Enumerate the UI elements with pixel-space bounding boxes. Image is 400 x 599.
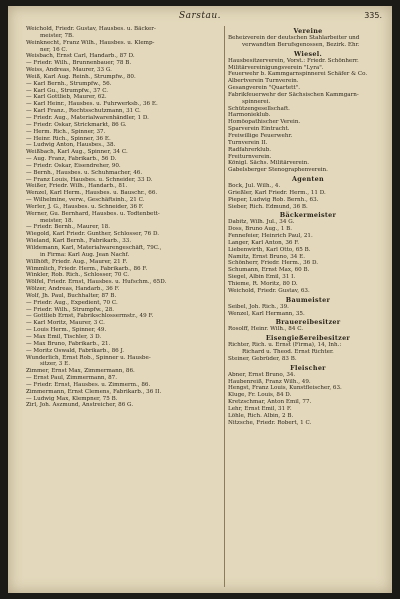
trade-entry: Hengst, Franz Louis, Kunstfleischer, 63. <box>228 385 342 392</box>
trade-entry: Doss, Bruno Aug., 1 B. <box>228 226 293 233</box>
trade-entry: Kretzschmar, Anton Emil, 77. <box>228 399 312 406</box>
trade-entry: Freiwillige Feuerwehr. <box>228 132 293 139</box>
trade-entry: Seibel, Joh. Rich., 39. <box>228 303 289 310</box>
trade-entry: Harmonieklub. <box>228 112 271 119</box>
resident-entry: Weißer, Friedr. Wilh., Handarb., 81. <box>26 183 128 190</box>
resident-entry: Werler, J. G., Hausbes. u. Schneider, 36 F. <box>26 203 144 210</box>
trade-entry: Schumann, Ernst Max, 60 B. <box>228 267 310 274</box>
resident-entry: — Karl Franz., Rechtsschutzmann, 31 C. <box>26 108 141 115</box>
section-heading: Bäckermeister <box>279 211 337 220</box>
section-heading: Eisengießereibesitzer <box>265 334 351 343</box>
resident-entry: — Karl Moritz, Maurer, 3 C. <box>26 320 105 327</box>
resident-entry: Weinknecht, Franz Wilh., Hausbes. u. Klemp- <box>26 39 155 46</box>
trade-entry: Gabelsberger Stenographenverein. <box>228 167 328 174</box>
resident-entry: — Friedr. Wilh., Brunnenbauer, 78 B. <box>26 60 132 67</box>
resident-entry: Wolf, Jh. Paul, Buchhalter, 87 B. <box>26 292 117 299</box>
resident-entry: Winkler, Rob. Rich., Schlosser, 70 C. <box>26 272 130 279</box>
trade-entry: Richter, Rich. u. Ernst (Firma), 14, Inh.: <box>228 342 342 349</box>
trade-entry: Königl. Sächs. Militärverein. <box>228 160 310 167</box>
resident-entry: ner, 16 C. <box>40 46 68 53</box>
trade-entry: Radfahrerklub. <box>228 146 272 153</box>
resident-entry: — Max Bruno, Fabrikarb., 21. <box>26 340 111 347</box>
resident-entry: Wieland, Karl Bernh., Fabrikarb., 33. <box>26 238 132 245</box>
section-heading: Fleischer <box>290 363 326 372</box>
trade-entry: Militärvereinigungsverein "Lyra". <box>228 64 324 71</box>
trade-entry: Haubenreiß, Franz Wilh., 49. <box>228 378 311 385</box>
resident-entry: — Louis Herm., Spinner, 49. <box>26 327 107 334</box>
trade-entry: Sparverein Eintracht. <box>228 126 290 133</box>
trade-entry: Turnverein II. <box>228 139 268 146</box>
trade-entry: Gesangverein "Quartett". <box>228 85 300 92</box>
trade-entry: Pieper, Ludwig Rob. Bernh., 63. <box>228 196 319 203</box>
trade-entry: Homöopathischer Verein. <box>228 119 301 126</box>
resident-entry: — Friedr. Wilh., Strumpfw., 28. <box>26 306 115 313</box>
section-heading: Wiesel. <box>294 49 322 58</box>
trade-entry: Freiturnverein. <box>228 153 272 160</box>
resident-entry: — Moritz Oswald, Fabrikarb., 86 J. <box>26 347 125 354</box>
section-heading: Vereine <box>293 27 323 35</box>
section-heading: Agenten <box>292 175 324 184</box>
trade-entry: spinnerei. <box>242 98 271 105</box>
page-number: 335. <box>364 11 382 20</box>
resident-entry: — Herm. Rich., Spinner, 37. <box>26 128 106 135</box>
trade-entry: Schützengesellschaft. <box>228 105 290 112</box>
resident-entry: Weichold, Friedr. Gustav, Hausbes. u. Bäcker- <box>26 26 156 32</box>
trade-entry: verwandten Berufsgenossen, Bezirk. Ehr. <box>242 41 360 48</box>
trade-entry: Thieme, R. Moritz, 80 D. <box>228 281 298 287</box>
trade-entry: Nitzsche, Friedr. Robert, 1 C. <box>228 419 312 426</box>
trade-entry: Feuerwehr b. Kammgarnspinnerei Schäfer & Co. <box>228 71 368 78</box>
trade-entry: Wenzel, Karl Hermann, 35. <box>228 310 305 317</box>
resident-entry: Wenzel, Karl Herm., Hausbes. u. Bauschr., 66. <box>26 190 158 197</box>
resident-entry: — Aug. Franz, Fabrikarb., 56 D. <box>26 156 117 163</box>
resident-entry: — Ernst Paul, Zimmermann, 87. <box>26 375 117 382</box>
trade-entry: Abner, Ernst Bruno, 34. <box>228 371 296 378</box>
page-header <box>8 9 392 23</box>
resident-entry: Werner, Gu. Bernhard, Hausbes. u. Todtenbett- <box>26 210 160 217</box>
resident-entry: Wölfel, Friedr. Ernst, Hausbes. u. Hufschm., 65D. <box>26 279 167 286</box>
resident-entry: — Gottlieb Ernst, Fabrikschlossermstr., 49 F. <box>26 313 154 320</box>
resident-entry: Weisbach, Ernst Carl, Handarb., 87 D. <box>26 53 135 60</box>
resident-entry: — Friedr. Oskar, Eisendreher, 90. <box>26 162 121 169</box>
resident-entry: Wiegold, Karl Friedr. Gunther, Schlosser, 76 D. <box>26 231 160 238</box>
column-divider <box>224 26 225 587</box>
trade-entry: Langer, Karl Anton, 36 F. <box>228 239 300 246</box>
resident-entry: — Friedr. Aug., Materialwarenhändler, 1 D. <box>26 114 149 121</box>
resident-entry: — Karl Gottlieb, Maurer, 62. <box>26 94 107 101</box>
resident-entry: Zirl, Joh. Aszmund, Anstreicher, 86 G. <box>26 402 134 409</box>
resident-entry: — Karl Gu., Strumpfw., 37 C. <box>26 87 109 94</box>
trade-entry: Grießler, Karl Friedr. Herm., 11 D. <box>228 189 326 196</box>
resident-entry: meister, 18. <box>40 217 74 224</box>
resident-entry: — Bernh., Hausbes. u. Schuhmacher, 46. <box>26 169 143 176</box>
trade-entry: Fennefeier, Heinrich Paul, 21. <box>228 233 313 240</box>
resident-entry: — Franz Louis, Hausbes. u. Schneider, 33 D. <box>26 176 153 183</box>
resident-entry: Zimmer, Ernst Max, Zimmermann, 86. <box>26 368 135 375</box>
trade-entry: Hausbesitzerverein, Vorst.: Friedr. Schönherr. <box>228 57 359 64</box>
resident-entry: Wunderlich, Ernst Rob., Spinner u. Hausbe- <box>26 354 151 361</box>
resident-entry: — Ludwig Max, Klempner, 75 B. <box>26 395 118 402</box>
resident-entry: sitzer, 3 E. <box>40 361 70 368</box>
resident-entry: — Friedr. Ernst, Hausbes. u. Zimmerm., 86. <box>26 381 151 388</box>
resident-entry: Wimmlich, Friedr. Herm., Fabrikarb., 86 F. <box>26 265 148 272</box>
resident-entry: — Max Emil, Tischler, 3 D. <box>26 333 102 340</box>
resident-entry: in Firma: Karl Aug. Jean Nachf. <box>40 251 130 258</box>
resident-entry: Zimmermann, Ernst Clemens, Fabrikarb., 36 II. <box>26 388 162 395</box>
trade-entry: Weichold, Friedr. Gustav, 63. <box>228 287 310 294</box>
directory-page <box>8 6 392 593</box>
resident-entry: Weißbach, Karl Aug., Spinner, 34 C. <box>26 149 128 156</box>
resident-entry: Wildemann, Karl, Materialwarengeschäft, 79C., <box>26 245 162 251</box>
resident-entry: Weiß, Karl Aug. Reinh., Strumpfw., 80. <box>26 73 136 80</box>
trade-entry: Schönherr, Friedr. Herm., 36 D. <box>228 260 319 267</box>
resident-entry: — Friedr. Oskar, Strickmarkt, 86 G. <box>26 121 127 128</box>
trade-entry: Dabitz, Wilh. Jul., 34 G. <box>228 219 295 226</box>
trade-entry: Bock, Jul. Wilh., 4. <box>228 183 281 190</box>
trade-entry: Rosolff, Heinr. Wilh., 84 C. <box>228 326 304 333</box>
resident-entry: Weiss, Andreas, Maurer, 33 G. <box>26 67 112 74</box>
trade-entry: Beheizverein der deutschen Stahlarbeiter und <box>228 35 360 41</box>
resident-list-column <box>26 26 222 589</box>
trade-entry: Steiner, Gebrüder, 83 B. <box>228 355 297 362</box>
section-heading: Brauereibesitzer <box>275 318 341 327</box>
trade-entry: Sieber, Rich. Edmund, 36 B. <box>228 203 308 210</box>
resident-entry: — Karl Bernh., Strumpfw., 56. <box>26 80 112 87</box>
resident-entry: meister, 7B. <box>40 32 74 39</box>
resident-entry: — Friedr. Aug., Expedient, 70 C. <box>26 299 118 306</box>
page-title: Sarstau. <box>178 11 222 21</box>
trade-entry: Liebenwirth, Karl Otto, 65 B. <box>228 246 311 253</box>
trade-entry: Lehr, Ernst Emil, 31 F. <box>228 405 292 412</box>
resident-entry: — Wilhelmine, verw., Geschäftsinh., 21 C. <box>26 197 145 204</box>
resident-entry: — Heinr. Rich., Spinner, 36 E. <box>26 135 111 142</box>
trade-entry: Fabrikfeuerwehr der Sächsischen Kammgarn- <box>228 91 359 98</box>
trade-entry: Albertverein Turnverein. <box>228 78 299 85</box>
resident-entry: Wölzer, Andreas, Handarb., 36 F. <box>26 286 120 293</box>
trade-entry: Siegel, Albin Emil, 31 I. <box>228 274 296 281</box>
trade-entry: Löhle, Rich. Albin, 2 B. <box>228 412 294 419</box>
resident-entry: — Friedr. Bernh., Maurer, 18. <box>26 224 111 231</box>
section-heading: Baumeister <box>285 295 331 304</box>
trade-entry: Namitz, Ernst Bruno, 34 E. <box>228 253 306 260</box>
resident-entry: Willhöft, Friedr. Aug., Maurer, 21 F. <box>26 258 128 265</box>
trade-entry: Kluge, Fr. Louis, 84 D. <box>228 392 292 399</box>
resident-entry: — Karl Heinr., Hausbes. u. Fuhrwerksb., 36 E. <box>26 101 158 108</box>
trade-list-column <box>228 26 388 589</box>
resident-entry: — Ludwig Anton, Hausbes., 38. <box>26 142 116 149</box>
trade-entry: Richard u. Theod. Ernst Richter. <box>242 349 334 356</box>
